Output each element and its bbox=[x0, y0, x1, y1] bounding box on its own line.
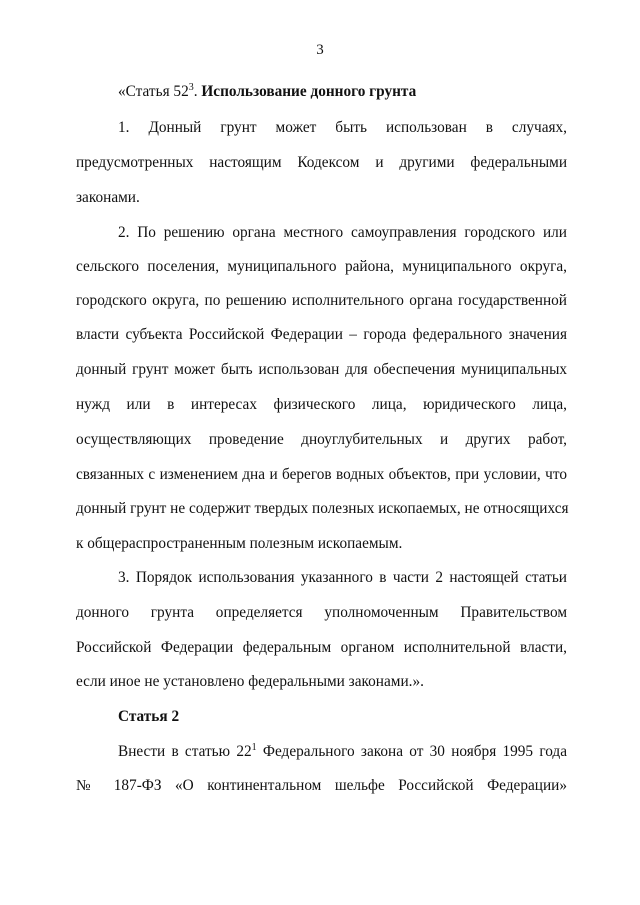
paragraph-3-line: если иное не установлено федеральными законами.». bbox=[76, 673, 424, 690]
paragraph-4-after: Федерального закона от 30 ноября 1995 года bbox=[256, 743, 567, 760]
paragraph-2-line: донный грунт может быть использован для обеспечения муниципальных bbox=[76, 361, 567, 378]
paragraph-3-line: Российской Федерации федеральным органом исполнительной власти, bbox=[76, 639, 567, 656]
paragraph-4-before: Внести в статью 22 bbox=[118, 743, 252, 760]
paragraph-2-line: связанных с изменением дна и берегов водных объектов, при условии, что bbox=[76, 466, 567, 483]
paragraph-4-line: № 187-ФЗ «О континентальном шельфе Российской Федерации» bbox=[76, 777, 567, 794]
paragraph-2-line: нужд или в интересах физического лица, юридического лица, bbox=[76, 396, 567, 413]
article-52-title: Использование донного грунта bbox=[201, 83, 417, 100]
paragraph-2-line: к общераспространенным полезным ископаемым. bbox=[76, 535, 403, 552]
article-52-dot: . bbox=[193, 83, 202, 100]
paragraph-2-line: власти субъекта Российской Федерации – города федерального значения bbox=[76, 326, 567, 343]
article-52-superscript: 3 bbox=[188, 82, 194, 93]
paragraph-3-line: 3. Порядок использования указанного в части 2 настоящей статьи bbox=[118, 569, 567, 586]
paragraph-1-line: 1. Донный грунт может быть использован в случаях, bbox=[118, 119, 567, 136]
article-22-superscript: 1 bbox=[251, 742, 257, 753]
paragraph-2-line: городского округа, по решению исполнительного органа государственной bbox=[76, 292, 567, 309]
article-52-heading bbox=[118, 82, 567, 102]
paragraph-1-line: законами. bbox=[76, 189, 140, 206]
paragraph-2-line: осуществляющих проведение дноуглубительных и других работ, bbox=[76, 431, 567, 448]
paragraph-2-line: 2. По решению органа местного самоуправления городского или bbox=[118, 224, 567, 241]
page-number: 3 bbox=[316, 42, 324, 58]
paragraph-3-line: донного грунта определяется уполномоченным Правительством bbox=[76, 604, 567, 621]
paragraph-1-line: предусмотренных настоящим Кодексом и другими федеральными bbox=[76, 154, 567, 171]
paragraph-4-line bbox=[118, 742, 567, 762]
paragraph-2-line: сельского поселения, муниципального района, муниципального округа, bbox=[76, 258, 567, 275]
paragraph-2-line: донный грунт не содержит твердых полезных ископаемых, не относящихся bbox=[76, 500, 569, 517]
article-2-heading: Статья 2 bbox=[118, 708, 180, 725]
article-52-prefix: «Статья 52 bbox=[118, 83, 189, 100]
